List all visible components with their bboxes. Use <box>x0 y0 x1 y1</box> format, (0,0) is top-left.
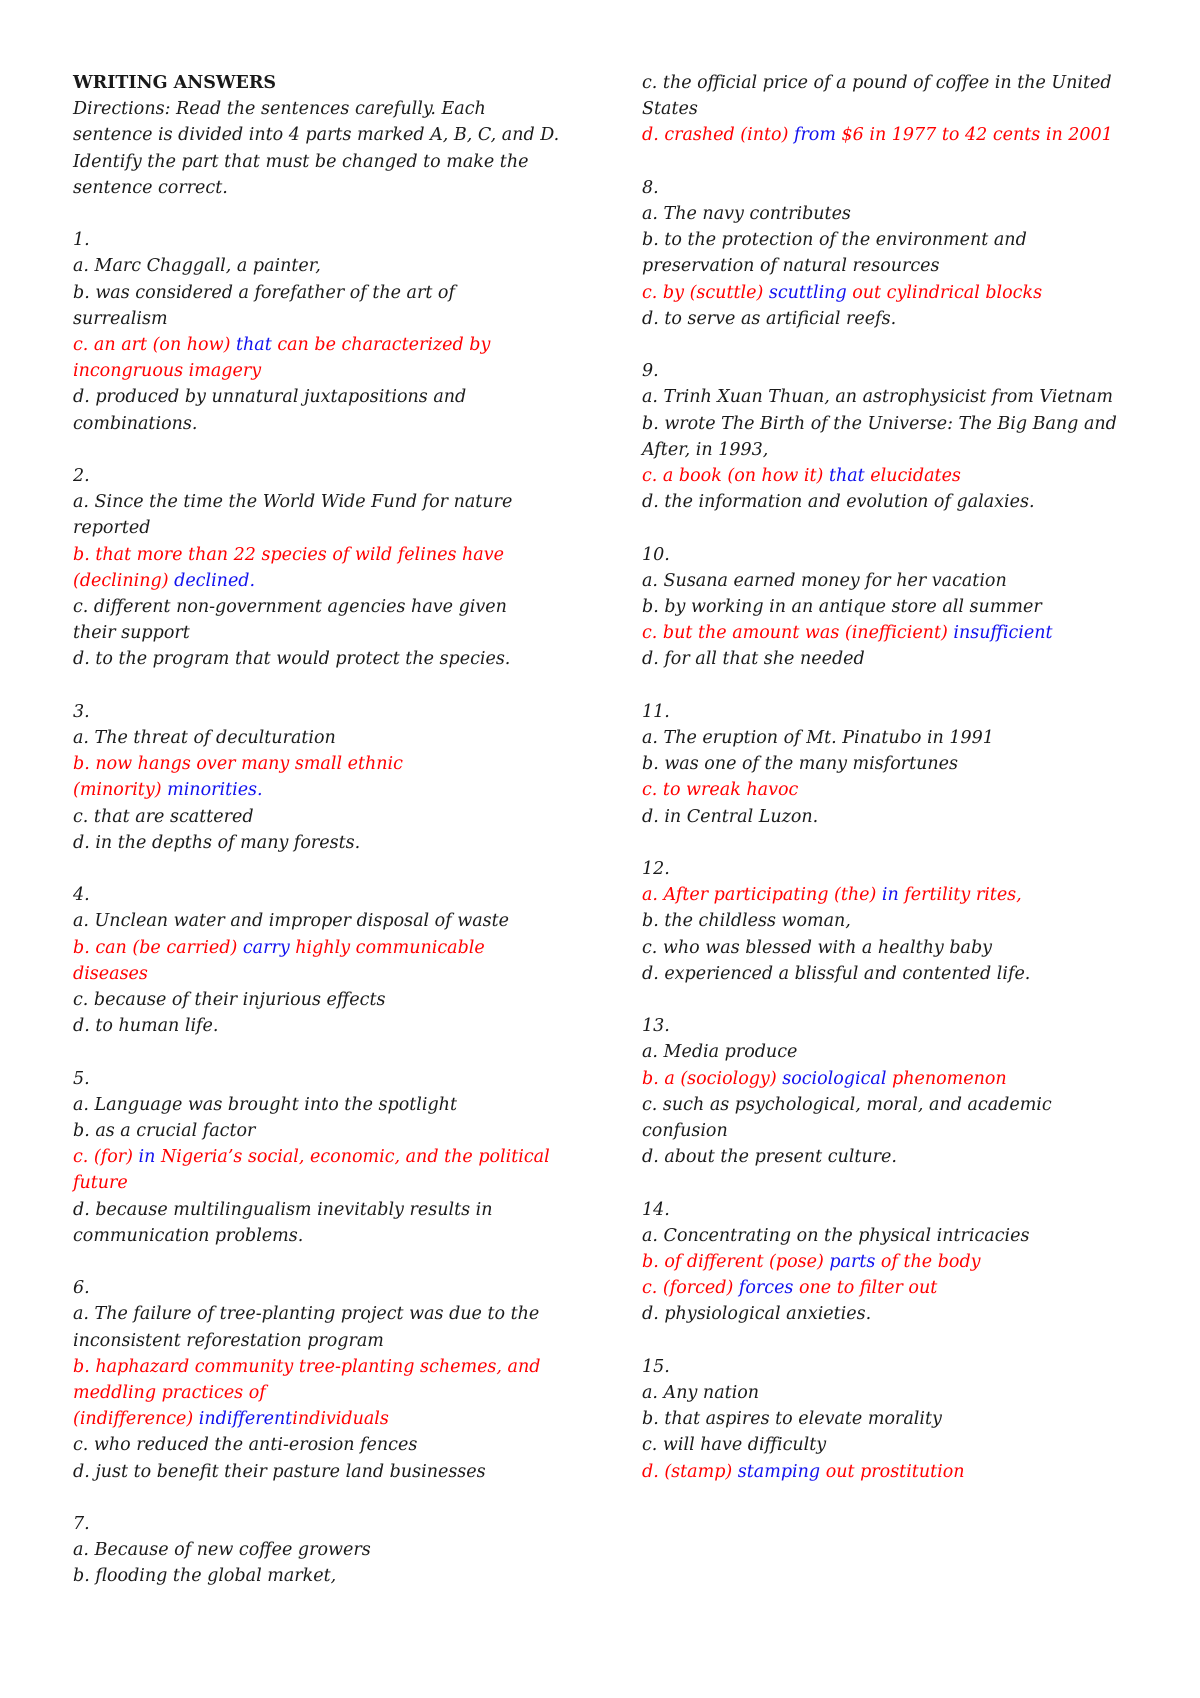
option-line <box>642 882 1122 908</box>
option-line <box>642 1301 1122 1327</box>
option-text: d. in the depths of many forests. <box>73 832 361 853</box>
directions-block <box>73 96 560 201</box>
option-line <box>642 253 1122 279</box>
option-line <box>642 908 1122 934</box>
option-line <box>73 1170 553 1196</box>
option-line <box>642 306 1122 332</box>
error-text: c. an art (on how) <box>73 335 236 356</box>
spacer <box>73 1249 553 1275</box>
option-text: a. Since the time the World Wide Fund for nature <box>73 492 513 513</box>
option-line <box>73 1118 553 1144</box>
error-text: d. crashed (into) <box>642 125 794 146</box>
error-text: $6 in 1977 to 42 cents in 2001 <box>835 125 1113 146</box>
option-line <box>642 751 1122 777</box>
question-item <box>642 1354 1122 1485</box>
error-text: meddling practices of <box>73 1383 266 1404</box>
error-text: individuals <box>292 1409 389 1430</box>
option-line <box>73 935 553 961</box>
question-number: 3. <box>73 701 90 722</box>
option-line <box>73 1563 553 1589</box>
option-text: a. The navy contributes <box>642 204 851 224</box>
correction-text: that <box>828 466 865 487</box>
option-line <box>73 1354 553 1380</box>
spacer <box>642 987 1122 1013</box>
option-text: a. Trinh Xuan Thuan, an astrophysicist from Vietnam <box>642 387 1114 408</box>
error-text: b. that more than 22 species of wild felines have <box>73 544 504 565</box>
spacer <box>73 856 553 882</box>
option-line <box>73 1406 553 1432</box>
option-text: States <box>642 99 698 120</box>
question-item <box>642 358 1122 515</box>
option-line <box>73 542 553 568</box>
option-line <box>642 961 1122 987</box>
option-line <box>642 1092 1122 1118</box>
spacer <box>642 332 1122 358</box>
option-line <box>73 804 553 830</box>
error-text: incongruous imagery <box>73 361 262 382</box>
error-text: diseases <box>73 963 148 984</box>
question-number: 10. <box>642 544 670 565</box>
option-line <box>73 1432 553 1458</box>
question-number: 13. <box>642 1016 670 1037</box>
option-line <box>73 751 553 777</box>
correction-text: declined. <box>174 570 256 591</box>
error-text: of the body <box>875 1252 981 1273</box>
option-text: c. who was blessed with a healthy baby <box>642 937 993 958</box>
option-line <box>73 961 553 987</box>
correction-text: parts <box>829 1252 876 1273</box>
question-number: 11. <box>642 701 670 722</box>
option-line <box>73 411 553 437</box>
option-line <box>73 777 553 803</box>
spacer <box>642 515 1122 541</box>
question-item <box>73 463 553 673</box>
option-line <box>73 646 553 672</box>
correction-text: carry <box>242 937 290 958</box>
option-line <box>642 568 1122 594</box>
option-text: b. the childless woman, <box>642 911 851 932</box>
option-text: d. just to benefit their pasture land businesses <box>73 1461 486 1482</box>
option-line <box>642 201 1122 227</box>
option-line <box>642 96 1122 122</box>
option-text: d. produced by unnatural juxtapositions and <box>73 387 467 408</box>
option-line <box>73 306 553 332</box>
question-number: 4. <box>73 885 90 906</box>
option-text: a. Unclean water and improper disposal of waste <box>73 911 510 932</box>
option-line <box>642 70 1122 96</box>
directions-line: Directions: Read the sentences carefully. Each <box>73 99 486 120</box>
option-line <box>73 620 553 646</box>
error-text: Nigeria’s social, economic, and the political <box>155 1147 550 1168</box>
option-text: b. that aspires to elevate morality <box>642 1409 942 1430</box>
error-text: c. a book (on how it) <box>642 466 829 487</box>
spacer <box>642 1170 1122 1196</box>
spacer <box>73 201 553 227</box>
correction-text: scuttling <box>768 282 847 303</box>
option-text: a. The eruption of Mt. Pinatubo in 1991 <box>642 728 994 749</box>
option-text: c. different non-government agencies have given <box>73 597 507 618</box>
option-line <box>642 646 1122 672</box>
error-text: a. After participating (the) <box>642 885 882 906</box>
correction-text: in <box>138 1147 156 1168</box>
option-line <box>73 1013 553 1039</box>
option-line <box>73 830 553 856</box>
option-line <box>73 1197 553 1223</box>
spacer <box>642 1328 1122 1354</box>
spacer <box>73 1039 553 1065</box>
option-line <box>642 1118 1122 1144</box>
option-text: b. as a crucial factor <box>73 1121 256 1142</box>
error-text: c. to wreak havoc <box>642 780 799 801</box>
option-text: d. for all that she needed <box>642 649 865 670</box>
option-text: c. such as psychological, moral, and academic <box>642 1094 1052 1115</box>
option-text: c. that are scattered <box>73 806 254 827</box>
option-line <box>642 1223 1122 1249</box>
option-line <box>642 1406 1122 1432</box>
option-text: c. because of their injurious effects <box>73 990 386 1011</box>
error-text: future <box>73 1173 128 1194</box>
page-title: WRITING ANSWERS <box>73 73 277 93</box>
question-item <box>642 856 1122 987</box>
spacer <box>642 673 1122 699</box>
option-line <box>642 1144 1122 1170</box>
option-line <box>73 489 553 515</box>
option-text: a. Concentrating on the physical intricacies <box>642 1225 1030 1246</box>
option-text: c. will have difficulty <box>642 1435 827 1456</box>
option-text: c. who reduced the anti-erosion fences <box>73 1435 418 1456</box>
correction-text: sociological <box>782 1068 887 1089</box>
option-text: combinations. <box>73 413 198 434</box>
option-line <box>642 1039 1122 1065</box>
question-number: 6. <box>73 1278 90 1299</box>
question-item <box>73 1511 553 1590</box>
option-text: surrealism <box>73 308 168 329</box>
error-text: b. haphazard community tree-planting schemes, and <box>73 1356 541 1377</box>
option-line <box>73 1092 553 1118</box>
option-text: After, in 1993, <box>642 439 769 460</box>
question-number: 2. <box>73 466 90 487</box>
error-text: can be characterized by <box>271 335 491 356</box>
option-text: a. The threat of deculturation <box>73 728 336 749</box>
option-line <box>642 1249 1122 1275</box>
option-text: b. to the protection of the environment and <box>642 230 1027 251</box>
option-line <box>73 332 553 358</box>
correction-text: in <box>881 885 899 906</box>
option-line <box>73 358 553 384</box>
option-text: b. flooding the global market, <box>73 1566 337 1587</box>
question-number: 15. <box>642 1356 670 1377</box>
option-text: d. about the present culture. <box>642 1147 897 1168</box>
option-line <box>73 515 553 541</box>
spacer <box>642 149 1122 175</box>
right-column <box>642 70 1122 1485</box>
question-number: 9. <box>642 361 659 382</box>
option-text: d. in Central Luzon. <box>642 806 819 827</box>
option-line <box>73 384 553 410</box>
option-text: d. to serve as artificial reefs. <box>642 308 897 329</box>
option-line <box>642 620 1122 646</box>
option-line <box>642 1275 1122 1301</box>
question-item <box>73 882 553 1039</box>
option-text: d. physiological anxieties. <box>642 1304 872 1325</box>
option-line <box>73 1328 553 1354</box>
option-line <box>73 1223 553 1249</box>
error-text: c. by (scuttle) <box>642 282 769 303</box>
question-item <box>642 1197 1122 1328</box>
correction-text: stamping <box>737 1461 821 1482</box>
option-text: confusion <box>642 1121 728 1142</box>
left-column <box>73 70 560 1590</box>
option-text: d. because multilingualism inevitably results in <box>73 1199 493 1220</box>
question-number: 14. <box>642 1199 670 1220</box>
option-line <box>73 253 553 279</box>
correction-text: from <box>793 125 836 146</box>
option-line <box>642 122 1122 148</box>
option-text: reported <box>73 518 151 539</box>
option-line <box>73 1301 553 1327</box>
question-number: 8. <box>642 177 659 198</box>
error-text: c. but the amount was (inefficient) <box>642 623 954 644</box>
error-text: elucidates <box>864 466 961 487</box>
option-text: preservation of natural resources <box>642 256 940 277</box>
error-text: c. (for) <box>73 1147 139 1168</box>
option-text: a. Any nation <box>642 1383 760 1404</box>
option-text: b. by working in an antique store all summer <box>642 597 1042 618</box>
correction-text: forces <box>738 1278 794 1299</box>
error-text: one to filter out <box>793 1278 938 1299</box>
spacer <box>642 830 1122 856</box>
option-line <box>73 594 553 620</box>
error-text: (minority) <box>73 780 168 801</box>
option-text: b. was one of the many misfortunes <box>642 754 959 775</box>
option-line <box>642 1459 1122 1485</box>
option-text: a. The failure of tree-planting project was due to the <box>73 1304 540 1325</box>
option-line <box>73 280 553 306</box>
option-line <box>73 568 553 594</box>
option-line <box>642 1066 1122 1092</box>
option-line <box>642 804 1122 830</box>
option-line <box>73 1459 553 1485</box>
option-text: a. Language was brought into the spotlight <box>73 1094 457 1115</box>
option-text: a. Susana earned money for her vacation <box>642 570 1007 591</box>
spacer <box>73 1485 553 1511</box>
left-items <box>73 227 553 1589</box>
question-number: 7. <box>73 1514 90 1535</box>
option-text: d. the information and evolution of galaxies. <box>642 492 1035 513</box>
option-line <box>73 908 553 934</box>
option-text: communication problems. <box>73 1225 304 1246</box>
correction-text: minorities. <box>167 780 263 801</box>
option-line <box>642 489 1122 515</box>
question-item <box>642 542 1122 673</box>
question-item <box>73 227 553 437</box>
question-number: 5. <box>73 1068 90 1089</box>
option-line <box>73 987 553 1013</box>
option-line <box>642 463 1122 489</box>
correction-text: that <box>235 335 272 356</box>
error-text: b. of different (pose) <box>642 1252 830 1273</box>
option-text: a. Marc Chaggall, a painter, <box>73 256 321 277</box>
question-item <box>73 1275 553 1485</box>
error-text: c. (forced) <box>642 1278 739 1299</box>
question-number: 12. <box>642 859 670 880</box>
directions-line: sentence is divided into 4 parts marked A, B, C, and D. <box>73 125 560 146</box>
question-item <box>642 175 1122 332</box>
option-text: a. Because of new coffee growers <box>73 1540 371 1561</box>
question-item <box>642 699 1122 830</box>
error-text: phenomenon <box>886 1068 1007 1089</box>
option-line <box>73 1380 553 1406</box>
option-text: c. the official price of a pound of coffee in the United <box>642 73 1112 93</box>
option-text: d. experienced a blissful and contented life. <box>642 963 1031 984</box>
option-line <box>642 437 1122 463</box>
option-line <box>642 725 1122 751</box>
option-text: their support <box>73 623 190 644</box>
spacer <box>73 437 553 463</box>
error-text: fertility rites, <box>898 885 1022 906</box>
option-text: b. was considered a forefather of the art of <box>73 282 455 303</box>
option-line <box>73 725 553 751</box>
option-text: b. wrote The Birth of the Universe: The Big Bang and <box>642 413 1117 434</box>
option-text: d. to the program that would protect the species. <box>73 649 511 670</box>
question-item <box>642 1013 1122 1170</box>
option-line <box>642 1432 1122 1458</box>
option-line <box>642 594 1122 620</box>
spacer <box>73 673 553 699</box>
directions-line: Identify the part that must be changed to make the <box>73 151 529 172</box>
directions-line: sentence correct. <box>73 177 228 198</box>
error-text: b. now hangs over many small ethnic <box>73 754 403 775</box>
option-line <box>642 280 1122 306</box>
error-text: (indifference) <box>73 1409 199 1430</box>
option-text: inconsistent reforestation program <box>73 1330 384 1351</box>
right-items <box>642 175 1122 1485</box>
option-line <box>73 1144 553 1170</box>
error-text: out cylindrical blocks <box>846 282 1043 303</box>
option-text: a. Media produce <box>642 1042 798 1063</box>
question-item <box>73 1066 553 1249</box>
error-text: out prostitution <box>820 1461 965 1482</box>
item-7-continued <box>642 70 1122 149</box>
option-text: d. to human life. <box>73 1016 219 1037</box>
option-line <box>642 1380 1122 1406</box>
error-text: d. (stamp) <box>642 1461 738 1482</box>
error-text: b. can (be carried) <box>73 937 243 958</box>
error-text: highly communicable <box>289 937 485 958</box>
error-text: b. a (sociology) <box>642 1068 783 1089</box>
error-text: (declining) <box>73 570 175 591</box>
option-line <box>642 384 1122 410</box>
option-line <box>73 1537 553 1563</box>
question-number: 1. <box>73 230 90 251</box>
option-line <box>642 777 1122 803</box>
correction-text: indifferent <box>198 1409 293 1430</box>
correction-text: insufficient <box>953 623 1053 644</box>
question-item <box>73 699 553 856</box>
option-line <box>642 411 1122 437</box>
option-line <box>642 227 1122 253</box>
option-line <box>642 935 1122 961</box>
